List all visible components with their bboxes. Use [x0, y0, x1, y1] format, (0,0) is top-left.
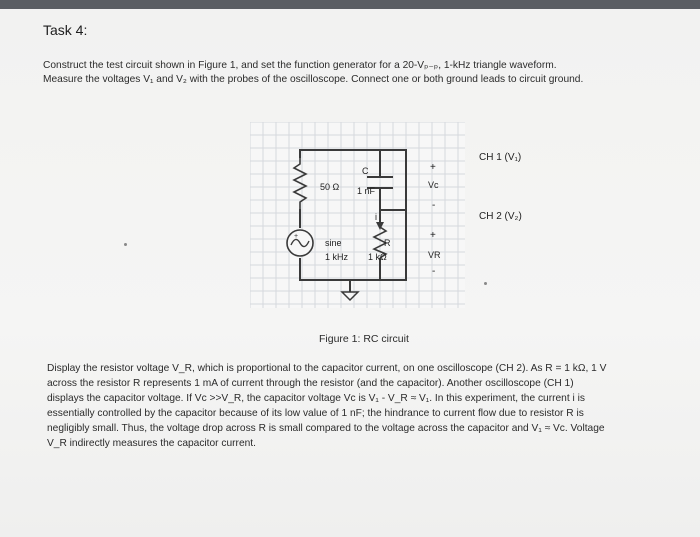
body-line: essentially controlled by the capacitor because of its low value of 1 nF; the hindrance to current flow due to resistor R is [47, 407, 584, 419]
body-line: negligibly small. Thus, the voltage drop across R is small compared to the voltage across the capacitor and V₁ ≈ Vc. Voltage [47, 422, 605, 434]
stray-dot [484, 282, 487, 285]
intro-line-2: Measure the voltages V₁ and V₂ with the probes of the oscilloscope. Connect one or both ground leads to circuit ground. [43, 74, 584, 85]
svg-text:+: + [294, 233, 299, 240]
capacitor-value-label: 1 nF [357, 186, 376, 196]
ch1-label: CH 1 (V₁) [479, 152, 522, 163]
body-line: across the resistor R represents 1 mA of current through the resistor (and the capacitor). Another oscilloscope (CH 1) [47, 377, 574, 389]
vr-label: VR [428, 250, 441, 260]
ac-source-icon [287, 230, 313, 256]
source-wave-label: sine [325, 238, 342, 248]
vc-minus: - [432, 200, 436, 211]
vr-minus: - [432, 266, 436, 277]
vc-plus: + [430, 162, 436, 173]
figure-caption: Figure 1: RC circuit [319, 333, 409, 345]
top-bar [0, 0, 700, 9]
body-line: Display the resistor voltage V_R, which is proportional to the capacitor current, on one oscilloscope (CH 2). As R = 1 kΩ, 1 V [47, 363, 607, 374]
resistor-50-label: 50 Ω [320, 182, 340, 192]
source-freq-label: 1 kHz [325, 252, 349, 262]
stray-dot [124, 243, 127, 246]
intro-line-1: Construct the test circuit shown in Figure 1, and set the function generator for a 20-Vₚ₋ₚ, 1-kHz triangle waveform. [43, 60, 557, 71]
intro-paragraph [43, 59, 673, 87]
current-label: i [375, 212, 377, 222]
ch2-label: CH 2 (V₂) [479, 211, 522, 222]
rc-circuit-figure [250, 122, 580, 312]
body-line: displays the capacitor voltage. If Vc >>V_R, the capacitor voltage Vc is V₁ - V_R ≈ V₁. In this experiment, the current i is [47, 392, 585, 404]
circuit-diagram [250, 122, 580, 312]
capacitor-name-label: C [362, 166, 369, 176]
vc-label: Vc [428, 180, 439, 190]
task-title: Task 4: [43, 22, 88, 38]
body-line: V_R indirectly measures the capacitor current. [47, 437, 256, 449]
resistor-name-label: R [384, 238, 391, 248]
body-paragraph [47, 362, 672, 451]
resistor-value-label: 1 kΩ [368, 252, 387, 262]
vr-plus: + [430, 230, 436, 241]
